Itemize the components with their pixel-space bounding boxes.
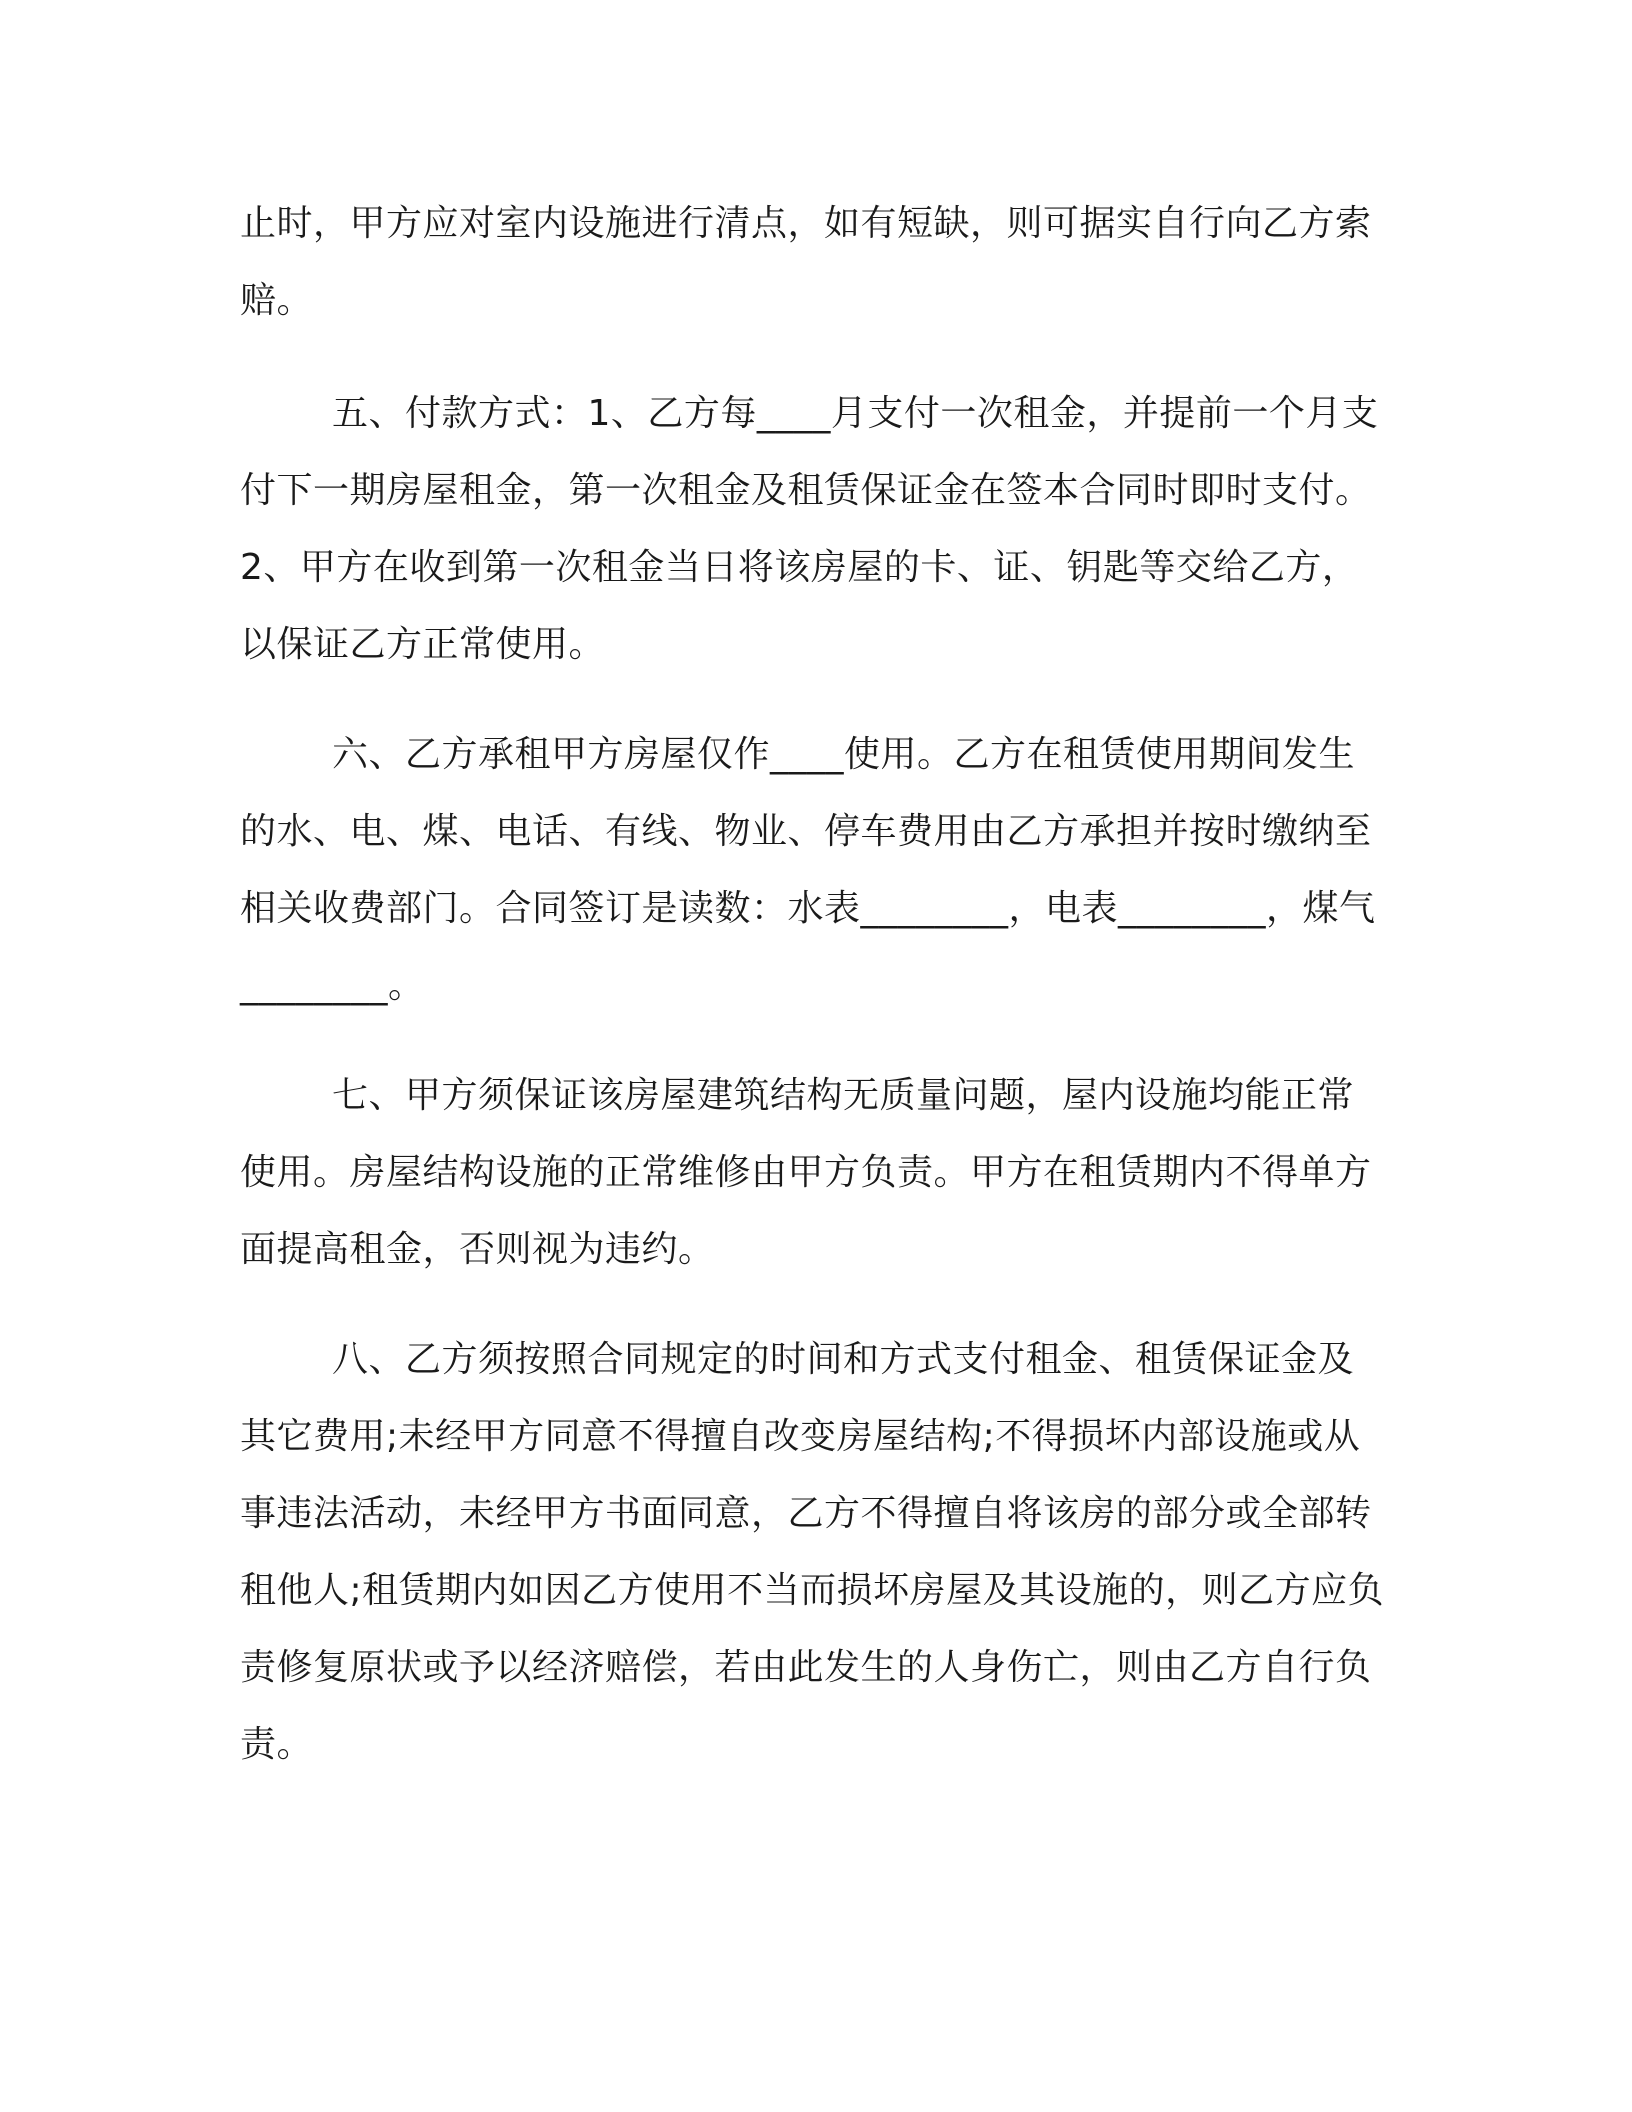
paragraph-clause-6-usage: 六、乙方承租甲方房屋仅作____使用。乙方在租赁使用期间发生的水、电、煤、电话、有线、物业、停车费用由乙方承担并按时缴纳至相关收费部门。合同签订是读数：水表________，电表________，煤气________。 bbox=[240, 734, 1376, 1006]
paragraph-clause-8-tenant-duties: 八、乙方须按照合同规定的时间和方式支付租金、租赁保证金及其它费用;未经甲方同意不得擅自改变房屋结构;不得损坏内部设施或从事违法活动，未经甲方书面同意，乙方不得擅自将该房的部分或全部转租他人;租赁期内如因乙方使用不当而损坏房屋及其设施的，则乙方应负责修复原状或予以经济赔偿，若由此发生的人身伤亡，则由乙方自行负责。 bbox=[240, 1339, 1385, 1765]
paragraph-continuation: 止时，甲方应对室内设施进行清点，如有短缺，则可据实自行向乙方索赔。 bbox=[240, 203, 1372, 321]
document-body bbox=[240, 185, 1390, 1783]
paragraph-clause-7-landlord-duties: 七、甲方须保证该房屋建筑结构无质量问题，屋内设施均能正常使用。房屋结构设施的正常维修由甲方负责。甲方在租赁期内不得单方面提高租金，否则视为违约。 bbox=[240, 1075, 1372, 1270]
paragraph-clause-5-payment: 五、付款方式：1、乙方每____月支付一次租金，并提前一个月支付下一期房屋租金，第一次租金及租赁保证金在签本合同时即时支付。2、甲方在收到第一次租金当日将该房屋的卡、证、钥匙等交给乙方，以保证乙方正常使用。 bbox=[240, 393, 1379, 665]
